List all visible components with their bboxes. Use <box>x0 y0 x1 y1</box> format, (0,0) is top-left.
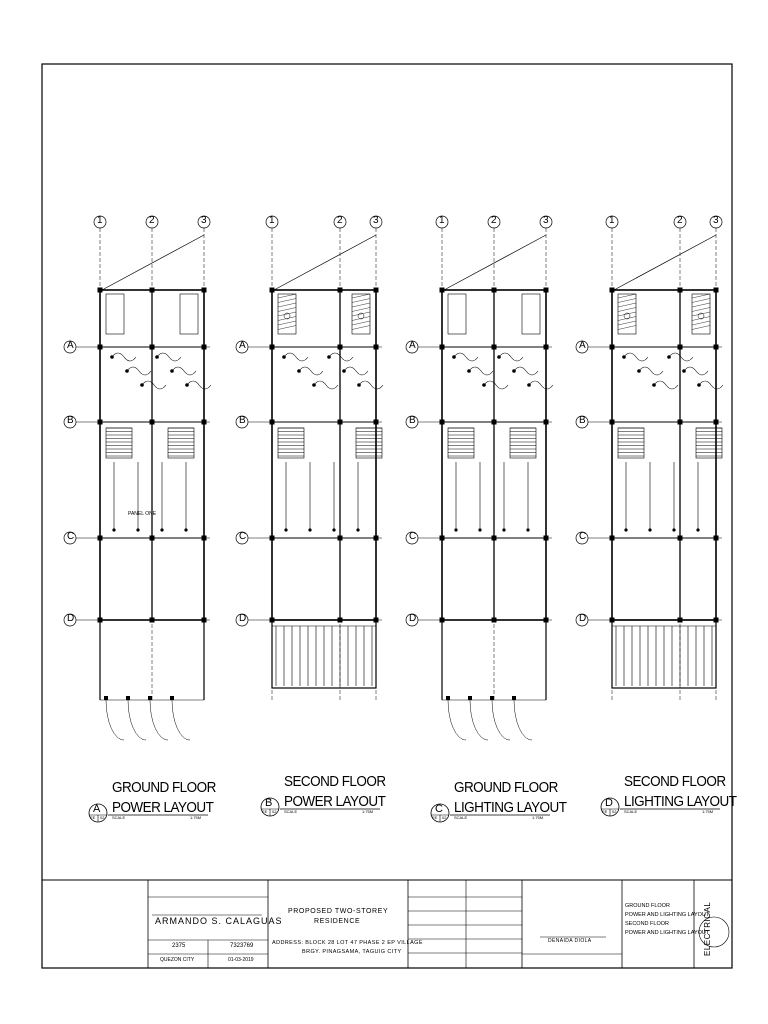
license-number: 2375 <box>172 943 186 949</box>
outlet-icon <box>284 528 287 531</box>
structural-column <box>678 420 683 425</box>
scale-value: 1:75M <box>532 815 544 820</box>
outlet-icon <box>327 355 331 359</box>
grid-label-row-D: D <box>239 613 247 624</box>
grid-label-col-1: 1 <box>609 215 615 226</box>
structural-column <box>714 536 719 541</box>
structural-column <box>440 288 445 293</box>
plan-title-line2: LIGHTING LAYOUT <box>624 793 737 810</box>
grid-label-col-1: 1 <box>439 215 445 226</box>
structural-column <box>270 420 275 425</box>
structural-column <box>338 536 343 541</box>
plan-tag-letter: A <box>93 803 101 815</box>
grid-label-row-C: C <box>409 531 417 542</box>
scale-value: 1:75M <box>362 809 374 814</box>
structural-column <box>104 696 108 700</box>
light-fixture-icon <box>672 528 675 531</box>
scale-label: SCALE <box>624 809 638 814</box>
light-fixture-icon <box>497 355 501 359</box>
grid-label-row-A: A <box>67 340 74 351</box>
sheet-content-4: POWER AND LIGHTING LAYOUT <box>625 930 710 936</box>
structural-column <box>544 536 549 541</box>
plan-title-line2: LIGHTING LAYOUT <box>454 799 567 816</box>
light-fixture-icon <box>682 369 686 373</box>
grid-label-col-2: 2 <box>149 215 155 226</box>
plan-title-line1: GROUND FLOOR <box>112 779 216 796</box>
grid-label-col-3: 3 <box>201 215 207 226</box>
owner-name: DENAIDA DIOLA <box>548 938 592 944</box>
plan-title-line2: POWER LAYOUT <box>284 793 386 810</box>
light-fixture-icon <box>667 355 671 359</box>
structural-column <box>440 536 445 541</box>
grid-label-row-B: B <box>579 415 586 426</box>
structural-column <box>98 420 103 425</box>
grid-label-col-1: 1 <box>269 215 275 226</box>
outlet-icon <box>155 355 159 359</box>
structural-column <box>338 420 343 425</box>
structural-column <box>714 420 719 425</box>
scale-value: 1:75M <box>702 809 714 814</box>
structural-column <box>338 345 343 350</box>
structural-column <box>440 420 445 425</box>
structural-column <box>544 345 549 350</box>
project-title-line1: PROPOSED TWO-STOREY <box>288 908 389 915</box>
plan-tag-sheet-right: 02 <box>272 809 277 814</box>
structural-column <box>374 420 379 425</box>
outlet-icon <box>342 369 346 373</box>
scale-label: SCALE <box>284 809 298 814</box>
outlet-icon <box>170 369 174 373</box>
light-fixture-icon <box>482 383 486 387</box>
grid-label-col-3: 3 <box>713 215 719 226</box>
grid-label-col-2: 2 <box>677 215 683 226</box>
grid-label-row-C: C <box>67 531 75 542</box>
outlet-icon <box>160 528 163 531</box>
project-address-line1: ADDRESS: BLOCK 28 LOT 47 PHASE 2 EP VILLAGE <box>272 940 423 946</box>
structural-column <box>202 536 207 541</box>
structural-column <box>492 345 497 350</box>
structural-column <box>714 288 719 293</box>
grid-label-col-3: 3 <box>543 215 549 226</box>
structural-column <box>492 288 497 293</box>
issued-location: QUEZON CITY <box>160 957 195 963</box>
issued-date: 01-03-2019 <box>228 957 254 963</box>
grid-label-row-C: C <box>579 531 587 542</box>
structural-column <box>150 288 155 293</box>
grid-label-col-3: 3 <box>373 215 379 226</box>
structural-column <box>544 420 549 425</box>
light-fixture-icon <box>696 528 699 531</box>
plan-tag-sheet-left: EE <box>262 809 268 814</box>
grid-label-row-B: B <box>409 415 416 426</box>
project-title-line2: RESIDENCE <box>314 918 361 925</box>
plan-title-line1: SECOND FLOOR <box>624 773 726 790</box>
structural-column <box>126 696 130 700</box>
structural-column <box>678 536 683 541</box>
light-fixture-icon <box>648 528 651 531</box>
light-fixture-icon <box>697 383 701 387</box>
grid-label-row-B: B <box>239 415 246 426</box>
grid-label-row-A: A <box>239 340 246 351</box>
light-fixture-icon <box>624 528 627 531</box>
structural-column <box>150 536 155 541</box>
sheet-content-3: SECOND FLOOR <box>625 921 670 927</box>
outlet-icon <box>110 355 114 359</box>
grid-label-col-1: 1 <box>97 215 103 226</box>
structural-column <box>490 696 494 700</box>
outlet-icon <box>332 528 335 531</box>
scale-value: 1:75M <box>190 815 202 820</box>
structural-column <box>270 345 275 350</box>
sheet-category: ELECTRICAL <box>703 901 712 956</box>
plan-title-line1: SECOND FLOOR <box>284 773 386 790</box>
light-fixture-icon <box>452 355 456 359</box>
structural-column <box>98 288 103 293</box>
light-fixture-icon <box>526 528 529 531</box>
light-fixture-icon <box>527 383 531 387</box>
grid-label-row-A: A <box>409 340 416 351</box>
plan-title-line2: POWER LAYOUT <box>112 799 214 816</box>
grid-label-col-2: 2 <box>491 215 497 226</box>
light-fixture-icon <box>467 369 471 373</box>
light-fixture-icon <box>622 355 626 359</box>
ptr-number: 7323769 <box>230 943 254 949</box>
light-fixture-icon <box>478 528 481 531</box>
structural-column <box>150 420 155 425</box>
structural-column <box>492 536 497 541</box>
outlet-icon <box>297 369 301 373</box>
structural-column <box>98 536 103 541</box>
outlet-icon <box>357 383 361 387</box>
outlet-icon <box>136 528 139 531</box>
plan-tag-letter: C <box>435 803 443 815</box>
plan-tag-sheet-left: EE <box>90 815 96 820</box>
structural-column <box>492 420 497 425</box>
structural-column <box>202 420 207 425</box>
structural-column <box>468 696 472 700</box>
structural-column <box>610 345 615 350</box>
outlet-icon <box>282 355 286 359</box>
structural-column <box>678 345 683 350</box>
structural-column <box>714 345 719 350</box>
project-address-line2: BRGY. PINAGSAMA, TAGUIG CITY <box>302 949 402 955</box>
sheet-content-2: POWER AND LIGHTING LAYOUT <box>625 912 710 918</box>
structural-column <box>98 345 103 350</box>
light-fixture-icon <box>502 528 505 531</box>
structural-column <box>170 696 174 700</box>
engineer-name: ARMANDO S. CALAGUAS <box>155 916 283 926</box>
structural-column <box>544 288 549 293</box>
plan-tag-letter: D <box>605 797 613 809</box>
structural-column <box>678 288 683 293</box>
structural-column <box>610 420 615 425</box>
light-fixture-icon <box>637 369 641 373</box>
grid-label-row-D: D <box>409 613 417 624</box>
structural-column <box>374 345 379 350</box>
grid-label-row-D: D <box>579 613 587 624</box>
grid-label-row-B: B <box>67 415 74 426</box>
structural-column <box>150 618 155 623</box>
outlet-icon <box>312 383 316 387</box>
outlet-icon <box>140 383 144 387</box>
plan-title-line1: GROUND FLOOR <box>454 779 558 796</box>
structural-column <box>148 696 152 700</box>
outlet-icon <box>125 369 129 373</box>
structural-column <box>374 536 379 541</box>
room-label: PANEL ONE <box>128 511 157 517</box>
structural-column <box>492 618 497 623</box>
sheet-content-1: GROUND FLOOR <box>625 903 670 909</box>
structural-column <box>440 345 445 350</box>
plan-tag-sheet-right: 02 <box>100 815 105 820</box>
plan-tag-sheet-left: EE <box>432 815 438 820</box>
scale-label: SCALE <box>112 815 126 820</box>
structural-column <box>150 345 155 350</box>
structural-column <box>446 696 450 700</box>
grid-label-row-D: D <box>67 613 75 624</box>
outlet-icon <box>112 528 115 531</box>
structural-column <box>610 536 615 541</box>
grid-label-row-A: A <box>579 340 586 351</box>
outlet-icon <box>185 383 189 387</box>
outlet-icon <box>308 528 311 531</box>
structural-column <box>270 536 275 541</box>
structural-column <box>202 288 207 293</box>
outlet-icon <box>184 528 187 531</box>
grid-label-col-2: 2 <box>337 215 343 226</box>
structural-column <box>338 288 343 293</box>
outlet-icon <box>356 528 359 531</box>
structural-column <box>610 288 615 293</box>
light-fixture-icon <box>454 528 457 531</box>
structural-column <box>374 288 379 293</box>
grid-label-row-C: C <box>239 531 247 542</box>
light-fixture-icon <box>652 383 656 387</box>
light-fixture-icon <box>512 369 516 373</box>
plan-tag-sheet-left: EE <box>602 809 608 814</box>
plan-tag-sheet-right: 02 <box>442 815 447 820</box>
structural-column <box>270 288 275 293</box>
structural-column <box>512 696 516 700</box>
plan-tag-sheet-right: 02 <box>612 809 617 814</box>
structural-column <box>202 345 207 350</box>
plan-tag-letter: B <box>265 797 273 809</box>
scale-label: SCALE <box>454 815 468 820</box>
